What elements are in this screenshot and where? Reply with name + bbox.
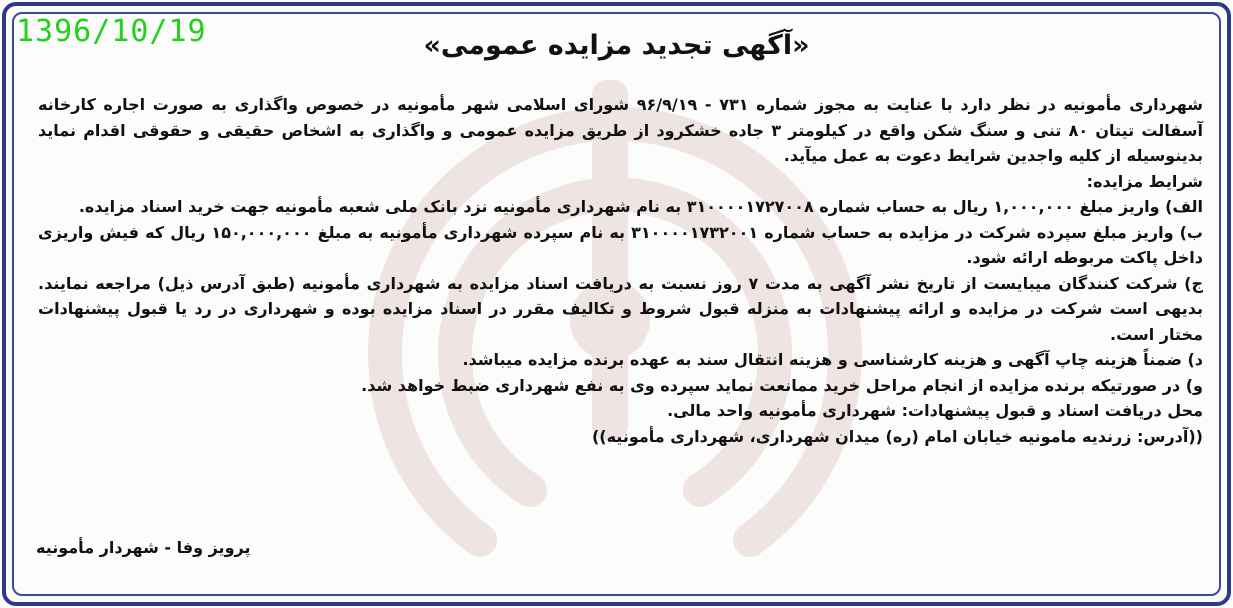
intro-paragraph: شهرداری مأمونیه در نظر دارد با عنایت به مجوز شماره ۷۳۱ - ۹۶/۹/۱۹ شورای اسلامی شهر مأمونیه در خصوص واگذاری به صورت اجاره کارخانه آسفالت تیتان ۸۰ تنی و سنگ شکن واقع در کیلومتر ۳ جاده خشکرود از طریق مزایده عمومی و واگذاری به اشخاص حقیقی و حقوقی اقدام نماید بدینوسیله از کلیه واجدین شرایط دعوت به عمل میآید. (38, 95, 1204, 165)
document-location: محل دریافت اسناد و قبول پیشنهادات: شهرداری مأمونیه واحد مالی. (667, 401, 1203, 420)
signature-line: پرویز وفا - شهردار مأمونیه (36, 538, 251, 557)
clause-alef: الف) واریز مبلغ ۱,۰۰۰,۰۰۰ ریال به حساب شماره ۳۱۰۰۰۰۱۷۲۷۰۰۸ به نام شهرداری مأمونیه نزد بانک ملی شعبه مأمونیه جهت خرید اسناد مزایده. (78, 197, 1203, 216)
notice-title: «آگهی تجدید مزایده عمومی» (423, 30, 810, 61)
date-stamp: 1396/10/19 (16, 14, 207, 49)
notice-body (38, 92, 1203, 449)
conditions-heading: شرایط مزایده: (1086, 171, 1203, 191)
clause-vav: و) در صورتیکه برنده مزایده از انجام مراحل خرید ممانعت نماید سپرده وی به نفع شهرداری ضبط خواهد شد. (361, 375, 1203, 395)
clause-jim: ج) شرکت کنندگان میبایست از تاریخ نشر آگهی به مدت ۷ روز نسبت به دریافت اسناد مزایده به شهرداری مأمونیه (طبق آدرس ذیل) مراجعه نمایند. بدیهی است شرکت در مزایده و ارائه پیشنهادات به منزله قبول شروط و تکالیف مقرر در اسناد مزایده بوده و شهرداری در رد یا قبول پیشنهادات مختار است. (38, 273, 1203, 344)
address-line: ((آدرس: زرندیه مامونیه خیابان امام (ره) میدان شهرداری، شهرداری مأمونیه)) (591, 426, 1203, 446)
clause-be: ب) واریز مبلغ سپرده شرکت در مزایده به حساب شماره ۳۱۰۰۰۰۱۷۳۲۰۰۱ به نام سپرده شهرداری مأمونیه به مبلغ ۱۵۰,۰۰۰,۰۰۰ ریال که فیش واریزی داخل پاکت مربوطه ارائه شود. (38, 222, 1203, 267)
clause-dal: د) ضمناً هزینه چاپ آگهی و هزینه کارشناسی و هزینه انتقال سند به عهده برنده مزایده میباشد. (462, 350, 1203, 369)
